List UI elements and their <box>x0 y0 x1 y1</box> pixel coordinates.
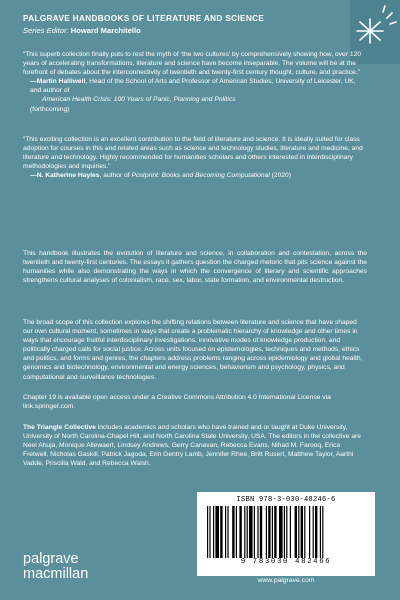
quote-1-note: (forthcoming) <box>30 105 70 113</box>
barcode-bar <box>295 506 297 558</box>
barcode-bar <box>315 506 317 558</box>
quote-2-affiliation: , author of <box>99 172 132 180</box>
open-access-text: Chapter 19 is available open access under a Creative Commons Attribution 4.0 International License via link.springer.com. <box>23 394 331 411</box>
barcode-bar <box>209 506 210 558</box>
barcode-bar <box>279 506 283 558</box>
publisher-website: www.palgrave.com <box>257 577 315 584</box>
barcode-bar <box>266 506 267 558</box>
publisher-logo-line-1: palgrave <box>23 551 79 567</box>
barcode-bar <box>213 506 214 558</box>
barcode-bar <box>301 506 303 558</box>
barcode-bar <box>254 506 255 558</box>
barcode-bar <box>227 506 228 558</box>
barcode-bar <box>260 506 262 558</box>
barcode-bar <box>215 506 219 558</box>
quote-2-author: —N. Katherine Hayles <box>30 172 100 180</box>
series-title: PALGRAVE HANDBOOKS OF LITERATURE AND SCIENCE <box>23 14 265 23</box>
collective-text: includes academics and scholars who have trained and or taught at Duke University, University of North Carolina-Chapel Hill, and North Carolina State University, USA. The editors in the collective are Neel Ahuja, Monique Allewaert, Lindsey Andrews, Gerry Canavan, Rebecca Evans, Nihad M. Farooq, Erica Fretwell, Nicholas Gaskill, Patrick Jagoda, Erin Gentry Lamb, Jennifer Rhee, Britt Rusert, Matthew Taylor, Aarthi Vadde, Priscilla Wald, and Rebecca Walsh. <box>23 424 361 468</box>
barcode-bar <box>249 506 253 558</box>
barcode-bar <box>232 506 234 558</box>
barcode-icon <box>205 506 367 558</box>
barcode-bar <box>274 506 276 558</box>
quote-2-text: “This exciting collection is an excellent contribution to the field of literature and science. It is ideally suited for class adoption for courses in this and related areas such as science and technology studies, literature and medicine, and literature and technology. Highly recommended for humanities scholars and others interested in interdisciplinary methodologies and inquiries.” <box>23 136 363 171</box>
quote-2-note: (2020) <box>269 172 291 180</box>
endorsement-quote-2 <box>23 135 367 180</box>
quote-1-affiliation: , Head of the School of Arts and Professor of American Studies, University of Leicester, UK, and author of <box>30 78 356 95</box>
publisher-logo-line-2: macmillan <box>23 566 89 582</box>
barcode-bar <box>220 506 222 558</box>
description-text-2: The broad scope of this collection explores the shifting relations between literature and science that have shaped our own cultural moment, sometimes in ways that create a problematic hierarchy of knowledge and other times in ways that encourage fruitful interdisciplinary investigations, innovative modes of knowledge production, and politically charged calls for social justice. Across units focused on epistemologies, techniques and methods, ethics and politics, and forms and genres, the chapters address problems ranging across epidemiology and global health, genomics and biotechnology, environmental and energy sciences, behaviorism and psychology, physics, and computational and surveillance technologies. <box>23 319 363 381</box>
publisher-logo <box>23 552 88 582</box>
barcode-bar <box>268 506 270 558</box>
series-editor-name: Howard Marchitello <box>70 26 141 35</box>
series-editor-label: Series Editor: <box>23 26 69 35</box>
barcode-bar <box>298 506 299 558</box>
barcode-bar <box>207 506 208 558</box>
description-paragraph-2 <box>23 318 367 382</box>
quote-1-book: American Health Crisis: 100 Years of Panic, Planning and Politics <box>42 96 236 104</box>
series-editor <box>23 26 141 35</box>
barcode-bar <box>247 506 248 558</box>
barcode-bar <box>313 506 314 558</box>
barcode-bar <box>272 506 273 558</box>
barcode-box <box>197 492 375 576</box>
barcode-digits: 9 783030 482466 <box>240 558 332 566</box>
description-text-1: This handbook illustrates the evolution of literature and science, in collaboration and contestation, across the twentieth and twenty-first centuries. The essays it gathers question the charged rhetoric that pits science against the humanities while also demonstrating the ways in which the convergence of literary and scientific approaches strengthens cultural analyses of colonialism, race, sex, labor, state formation, and environmental destruction. <box>23 250 367 285</box>
quote-2-attribution <box>23 171 367 180</box>
barcode-bar <box>304 506 305 558</box>
barcode-bar <box>309 506 310 558</box>
barcode-bar <box>257 506 258 558</box>
description-paragraph-1 <box>23 249 367 285</box>
quote-1-author: —Martin Halliwell <box>30 78 86 86</box>
open-access-note <box>23 393 367 411</box>
barcode-bar <box>290 506 291 558</box>
collective-name: The Triangle Collective <box>23 424 96 431</box>
barcode-bar <box>239 506 241 558</box>
barcode-bar <box>236 506 237 558</box>
barcode-bar <box>322 506 323 558</box>
barcode-bar <box>286 506 287 558</box>
quote-2-book: Postprint: Books and Becoming Computational <box>131 172 270 180</box>
barcode-bar <box>244 506 245 558</box>
collective-bio <box>23 423 367 468</box>
barcode-bar <box>284 506 285 558</box>
isbn-label: ISBN 978-3-030-48246-6 <box>236 496 336 504</box>
quote-1-attribution <box>23 77 367 113</box>
quote-1-text: “This superb collection finally puts to rest the myth of ‘the two cultures’ by comprehensively showing how, over 120 years of accelerating transformations, literature and science have become inseparable. The volume will be at the forefront of debates about the interconnectivity of twentieth and twenty-first century thought, culture, and practice.” <box>23 51 362 77</box>
endorsement-quote-1 <box>23 50 367 114</box>
barcode-bar <box>320 506 321 558</box>
barcode-bar <box>225 506 226 558</box>
